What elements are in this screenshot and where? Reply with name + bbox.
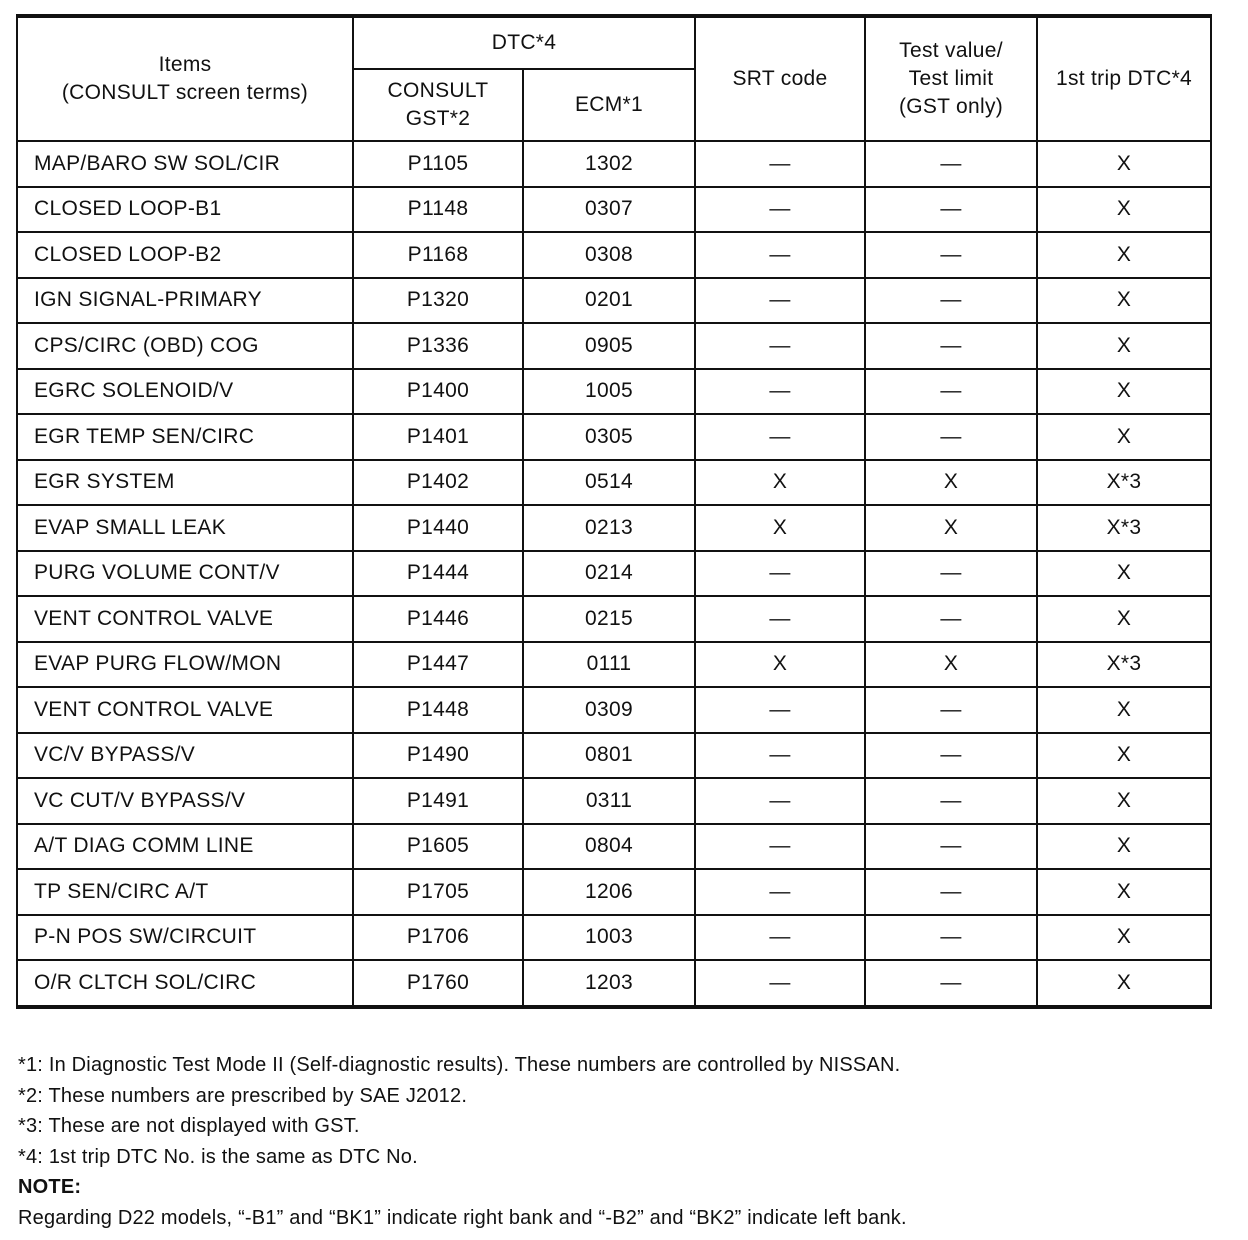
test-value-cell: — [865,824,1037,870]
first-trip-dtc-cell: X [1037,869,1211,915]
srt-code-cell: — [695,869,865,915]
first-trip-dtc-cell: X*3 [1037,505,1211,551]
ecm-cell: 1203 [523,960,695,1007]
item-cell: EGR TEMP SEN/CIRC [17,414,353,460]
item-cell: VENT CONTROL VALVE [17,596,353,642]
test-value-cell: — [865,687,1037,733]
item-cell: EGR SYSTEM [17,460,353,506]
consult-gst-cell: P1760 [353,960,523,1007]
ecm-cell: 1003 [523,915,695,961]
srt-code-cell: — [695,778,865,824]
srt-code-cell: X [695,460,865,506]
test-value-header-line3: (GST only) [898,95,1004,118]
srt-code-cell: — [695,323,865,369]
test-value-header-line2: Test limit [908,67,994,90]
consult-gst-cell: P1336 [353,323,523,369]
first-trip-dtc-cell: X [1037,778,1211,824]
item-cell: O/R CLTCH SOL/CIRC [17,960,353,1007]
dtc-table [16,14,1212,1009]
table-row [17,187,1211,233]
test-value-cell: — [865,915,1037,961]
item-cell: EGRC SOLENOID/V [17,369,353,415]
table-row [17,460,1211,506]
srt-code-cell: — [695,414,865,460]
test-value-cell: — [865,596,1037,642]
table-row [17,778,1211,824]
srt-code-cell: — [695,187,865,233]
test-value-cell: — [865,141,1037,187]
consult-gst-cell: P1605 [353,824,523,870]
item-cell: CLOSED LOOP-B2 [17,232,353,278]
footnote-3: *3: These are not displayed with GST. [18,1115,360,1137]
ecm-cell: 0804 [523,824,695,870]
first-trip-dtc-cell: X [1037,960,1211,1007]
ecm-cell: 1206 [523,869,695,915]
ecm-cell: 0305 [523,414,695,460]
consult-header-line1: CONSULT [387,79,489,102]
srt-code-cell: — [695,733,865,779]
first-trip-dtc-header: 1st trip DTC*4 [1037,16,1211,141]
notes-section [18,1050,1228,1233]
table-row [17,733,1211,779]
table-row [17,232,1211,278]
table-row [17,915,1211,961]
consult-gst-cell: P1448 [353,687,523,733]
table-row [17,369,1211,415]
srt-code-cell: — [695,369,865,415]
table-row [17,869,1211,915]
test-value-cell: — [865,414,1037,460]
ecm-cell: 0307 [523,187,695,233]
table-row [17,278,1211,324]
table-body [17,141,1211,1007]
item-cell: TP SEN/CIRC A/T [17,869,353,915]
consult-gst-cell: P1444 [353,551,523,597]
test-value-cell: — [865,869,1037,915]
test-value-cell: X [865,505,1037,551]
ecm-cell: 0311 [523,778,695,824]
items-header [17,16,353,141]
dtc-group-header: DTC*4 [353,16,695,69]
ecm-cell: 0801 [523,733,695,779]
item-cell: EVAP PURG FLOW/MON [17,642,353,688]
first-trip-dtc-cell: X [1037,232,1211,278]
note-heading: NOTE: [18,1176,82,1198]
ecm-cell: 0214 [523,551,695,597]
test-value-cell: — [865,369,1037,415]
test-value-cell: — [865,551,1037,597]
table-row [17,960,1211,1007]
srt-code-cell: — [695,551,865,597]
items-header-line2: (CONSULT screen terms) [61,81,309,104]
test-value-cell: — [865,733,1037,779]
ecm-cell: 0201 [523,278,695,324]
first-trip-dtc-cell: X [1037,278,1211,324]
item-cell: CLOSED LOOP-B1 [17,187,353,233]
table-row [17,414,1211,460]
items-header-line1: Items [158,53,212,76]
test-value-cell: X [865,642,1037,688]
footnote-2: *2: These numbers are prescribed by SAE J2012. [18,1084,468,1107]
srt-code-cell: — [695,915,865,961]
first-trip-dtc-cell: X [1037,369,1211,415]
test-value-cell: — [865,187,1037,233]
consult-gst-header [353,69,523,141]
item-cell: CPS/CIRC (OBD) COG [17,323,353,369]
ecm-cell: 0309 [523,687,695,733]
ecm-cell: 0111 [523,642,695,688]
header-row-top [17,16,1211,69]
ecm-cell: 0514 [523,460,695,506]
consult-header-line2: GST*2 [405,107,471,130]
test-value-cell: — [865,778,1037,824]
note-text: Regarding D22 models, “-B1” and “BK1” indicate right bank and “-B2” and “BK2” indicate left bank. [18,1206,907,1229]
item-cell: VC/V BYPASS/V [17,733,353,779]
table-row [17,141,1211,187]
table-row [17,323,1211,369]
consult-gst-cell: P1320 [353,278,523,324]
test-value-cell: — [865,960,1037,1007]
consult-gst-cell: P1440 [353,505,523,551]
consult-gst-cell: P1401 [353,414,523,460]
srt-code-cell: — [695,141,865,187]
ecm-cell: 0905 [523,323,695,369]
table-row [17,551,1211,597]
ecm-cell: 1302 [523,141,695,187]
table-row [17,687,1211,733]
srt-code-cell: — [695,824,865,870]
ecm-header: ECM*1 [523,69,695,141]
srt-code-cell: — [695,960,865,1007]
item-cell: PURG VOLUME CONT/V [17,551,353,597]
consult-gst-cell: P1105 [353,141,523,187]
consult-gst-cell: P1148 [353,187,523,233]
test-value-header [865,16,1037,141]
footnote-1: *1: In Diagnostic Test Mode II (Self-diagnostic results). These numbers are controlled by NISSAN. [18,1054,901,1076]
srt-code-cell: — [695,232,865,278]
ecm-cell: 0213 [523,505,695,551]
item-cell: VENT CONTROL VALVE [17,687,353,733]
first-trip-dtc-cell: X [1037,596,1211,642]
test-value-cell: — [865,232,1037,278]
item-cell: MAP/BARO SW SOL/CIR [17,141,353,187]
srt-code-cell: X [695,505,865,551]
consult-gst-cell: P1705 [353,869,523,915]
srt-code-header: SRT code [695,16,865,141]
item-cell: IGN SIGNAL-PRIMARY [17,278,353,324]
item-cell: VC CUT/V BYPASS/V [17,778,353,824]
test-value-cell: X [865,460,1037,506]
test-value-cell: — [865,278,1037,324]
first-trip-dtc-cell: X [1037,141,1211,187]
first-trip-dtc-cell: X [1037,687,1211,733]
table-row [17,642,1211,688]
first-trip-dtc-cell: X*3 [1037,460,1211,506]
ecm-cell: 1005 [523,369,695,415]
first-trip-dtc-cell: X [1037,414,1211,460]
ecm-cell: 0308 [523,232,695,278]
table-row [17,824,1211,870]
test-value-header-line1: Test value/ [899,39,1003,62]
test-value-cell: — [865,323,1037,369]
consult-gst-cell: P1400 [353,369,523,415]
srt-code-cell: — [695,278,865,324]
first-trip-dtc-cell: X [1037,323,1211,369]
item-cell: P-N POS SW/CIRCUIT [17,915,353,961]
consult-gst-cell: P1402 [353,460,523,506]
first-trip-dtc-cell: X [1037,915,1211,961]
first-trip-dtc-cell: X*3 [1037,642,1211,688]
table-row [17,596,1211,642]
consult-gst-cell: P1447 [353,642,523,688]
first-trip-dtc-cell: X [1037,551,1211,597]
consult-gst-cell: P1168 [353,232,523,278]
srt-code-cell: X [695,642,865,688]
consult-gst-cell: P1446 [353,596,523,642]
consult-gst-cell: P1706 [353,915,523,961]
first-trip-dtc-cell: X [1037,733,1211,779]
footnote-4: *4: 1st trip DTC No. is the same as DTC No. [18,1145,418,1168]
srt-code-cell: — [695,596,865,642]
item-cell: EVAP SMALL LEAK [17,505,353,551]
srt-code-cell: — [695,687,865,733]
table-row [17,505,1211,551]
item-cell: A/T DIAG COMM LINE [17,824,353,870]
consult-gst-cell: P1491 [353,778,523,824]
ecm-cell: 0215 [523,596,695,642]
consult-gst-cell: P1490 [353,733,523,779]
first-trip-dtc-cell: X [1037,187,1211,233]
first-trip-dtc-cell: X [1037,824,1211,870]
table-header [17,16,1211,141]
